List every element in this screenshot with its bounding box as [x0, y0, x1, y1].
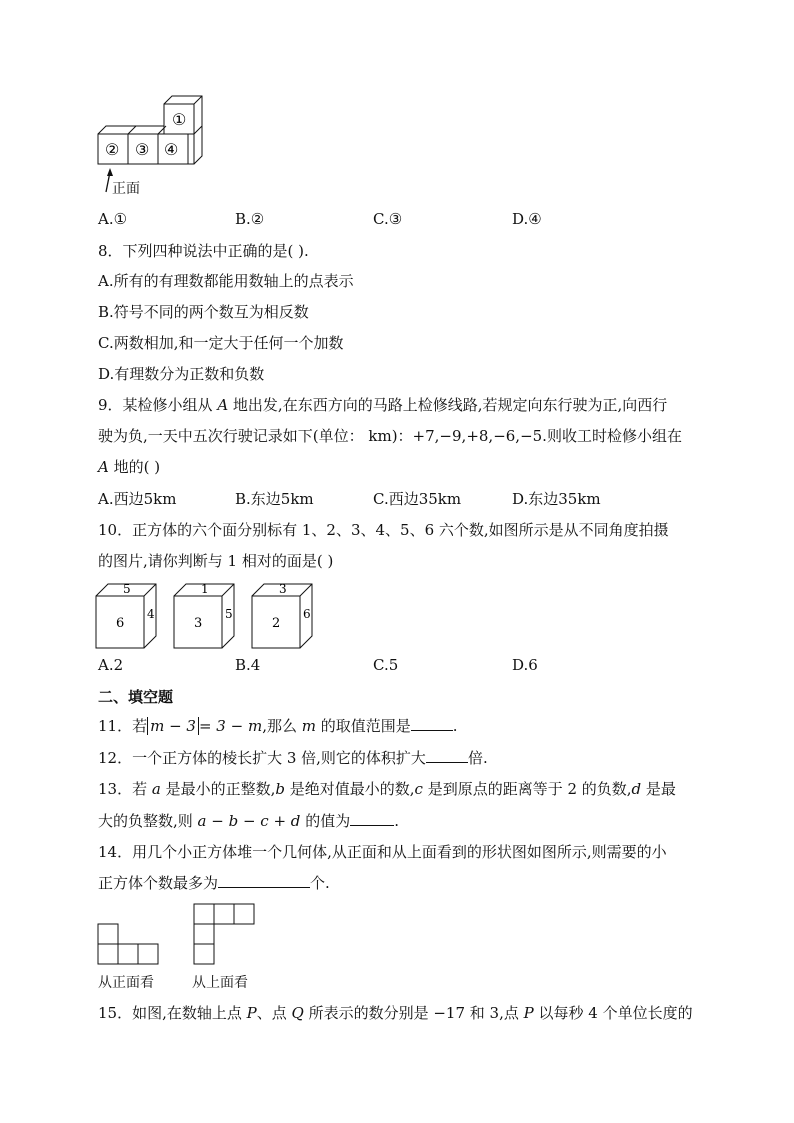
q10-cube1-side: 4 — [147, 607, 155, 621]
q14-line-1: 14．用几个小正方体堆一个几何体,从正面和从上面看到的形状图如图所示,则需要的小 — [98, 843, 667, 861]
q9-option-b[interactable]: B.东边5km — [235, 490, 314, 508]
q7-cell-3: ③ — [135, 140, 150, 159]
q10-cube1-top: 5 — [123, 582, 131, 596]
q12-line — [98, 748, 488, 768]
q12-answer-blank[interactable] — [426, 748, 468, 763]
q15-var-p2: P — [523, 1004, 534, 1022]
q13-b-pre: 是最小的正整数, — [160, 780, 276, 798]
q11-var-m: m — [301, 717, 316, 735]
q11-abs-expr-text: m − 3 — [150, 717, 196, 735]
q14-top-view-caption: 从上面看 — [192, 975, 248, 991]
q14-line-2 — [98, 873, 330, 893]
q14-top-view-figure — [192, 902, 258, 968]
q13-var-c: c — [414, 780, 423, 798]
q14-front-view-caption: 从正面看 — [98, 975, 154, 991]
q8-option-b[interactable]: B.符号不同的两个数互为相反数 — [98, 303, 309, 321]
q9-var-a2: A — [98, 458, 109, 476]
q15-line-1 — [98, 1003, 693, 1023]
q11-line — [98, 716, 458, 736]
q15-mid3: 和 3,点 — [465, 1004, 524, 1022]
q11-post: 的取值范围是 — [315, 717, 411, 735]
q9-line1-post: 地出发,在东西方向的马路上检修线路,若规定向东行驶为正,向西行 — [228, 396, 668, 414]
q11-pre: 11．若 — [98, 717, 148, 735]
q15-var-p: P — [246, 1004, 257, 1022]
q11-abs-expr — [147, 717, 199, 735]
q15-mid2: 所表示的数分别是 — [303, 1004, 434, 1022]
q11-end: . — [452, 717, 458, 735]
q15-post: 以每秒 4 个单位长度的 — [533, 1004, 693, 1022]
q13-answer-blank[interactable] — [350, 811, 394, 826]
q7-option-c[interactable]: C.③ — [373, 210, 403, 228]
q10-option-d[interactable]: D.6 — [512, 656, 538, 674]
q10-cube2-side: 5 — [225, 607, 233, 621]
q11-mid: ,那么 — [262, 717, 302, 735]
q7-front-caption: 正面 — [112, 181, 140, 197]
q13-line2-post: 的值为 — [300, 812, 351, 830]
q13-var-b: b — [275, 780, 285, 798]
q14-line2-pre: 正方体个数最多为 — [98, 874, 219, 892]
q10-line-2: 的图片,请你判断与 1 相对的面是( ) — [98, 552, 334, 570]
q13-line-2 — [98, 811, 399, 831]
q13-d-pre: 是到原点的距离等于 2 的负数, — [422, 780, 632, 798]
q7-cell-1: ① — [172, 110, 187, 129]
q8-stem: 8．下列四种说法中正确的是( ). — [98, 242, 309, 260]
q10-cube2-front: 3 — [194, 616, 203, 631]
q10-option-c[interactable]: C.5 — [373, 656, 399, 674]
q10-option-b[interactable]: B.4 — [235, 656, 261, 674]
q9-line1-pre: 9．某检修小组从 — [98, 396, 218, 414]
q9-line-1 — [98, 395, 667, 415]
q10-cube3-top: 3 — [279, 582, 287, 596]
q8-option-a[interactable]: A.所有的有理数都能用数轴上的点表示 — [98, 272, 354, 290]
q15-num1: −17 — [433, 1004, 466, 1022]
q14-front-view-figure — [96, 920, 162, 966]
q15-pre: 15．如图,在数轴上点 — [98, 1004, 247, 1022]
q10-option-a[interactable]: A.2 — [98, 656, 124, 674]
q9-var-a: A — [217, 396, 229, 414]
q13-end: . — [394, 812, 399, 830]
q14-answer-blank[interactable] — [218, 873, 310, 888]
q13-var-d: d — [631, 780, 642, 798]
q13-line2-pre: 大的负整数,则 — [98, 812, 198, 830]
q7-cell-4: ④ — [164, 140, 179, 159]
q8-option-c[interactable]: C.两数相加,和一定大于任何一个加数 — [98, 334, 344, 352]
q7-cell-2: ② — [105, 140, 120, 159]
q10-cube2-top: 1 — [201, 582, 209, 596]
q10-cube1-front: 6 — [116, 616, 125, 631]
q14-line2-post: 个. — [310, 874, 330, 892]
q13-line-1 — [98, 779, 676, 799]
q10-cube-figure — [92, 578, 332, 653]
q9-option-d[interactable]: D.东边35km — [512, 490, 601, 508]
q11-answer-blank[interactable] — [411, 716, 453, 731]
q7-option-d[interactable]: D.④ — [512, 210, 542, 228]
q10-cube3-side: 6 — [303, 607, 311, 621]
q13-c-pre: 是绝对值最小的数, — [284, 780, 415, 798]
q9-line3-post: 地的( ) — [108, 458, 161, 476]
q13-expr: a − b − c + d — [197, 812, 301, 830]
q9-line-3 — [98, 457, 160, 477]
q12-pre: 12．一个正方体的棱长扩大 3 倍,则它的体积扩大 — [98, 749, 426, 767]
q13-a-pre: 13．若 — [98, 780, 152, 798]
q8-option-d[interactable]: D.有理数分为正数和负数 — [98, 365, 265, 383]
q12-post: 倍. — [467, 749, 488, 767]
q7-option-a[interactable]: A.① — [98, 210, 128, 228]
q13-e-post: 是最 — [641, 780, 676, 798]
section-title-fill-in: 二、填空题 — [98, 688, 174, 706]
q9-option-a[interactable]: A.西边5km — [98, 490, 177, 508]
q15-mid1: 、点 — [256, 1004, 292, 1022]
q9-line-2: 驶为负,一天中五次行驶记录如下(单位： km)：+7,−9,+8,−6,−5.则收工时检修小组在 — [98, 427, 682, 445]
q11-expr-right: = 3 − m — [198, 717, 263, 735]
q9-option-c[interactable]: C.西边35km — [373, 490, 462, 508]
q10-cube3-front: 2 — [272, 616, 281, 631]
q15-var-q: Q — [291, 1004, 304, 1022]
q13-var-a: a — [151, 780, 161, 798]
q7-option-b[interactable]: B.② — [235, 210, 265, 228]
q10-line-1: 10．正方体的六个面分别标有 1、2、3、4、5、6 六个数,如图所示是从不同角度拍摄 — [98, 521, 669, 539]
